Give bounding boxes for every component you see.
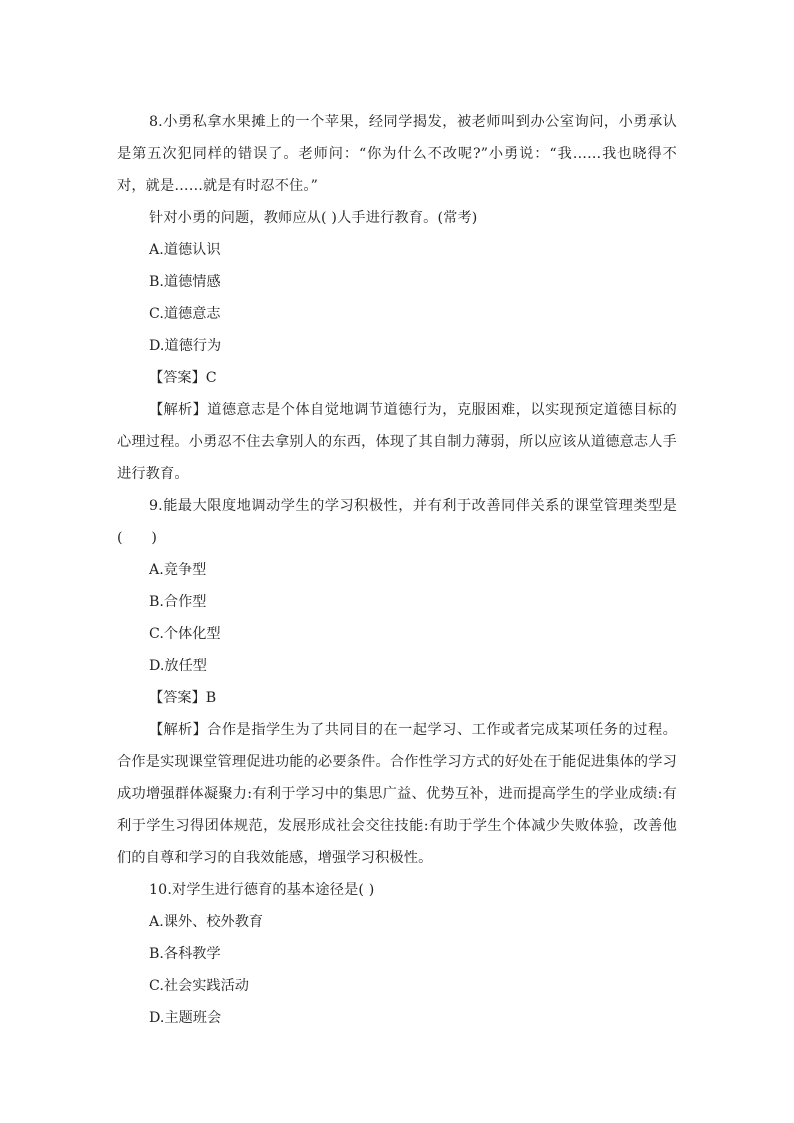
question-8-option-b: B.道德情感 <box>149 274 221 290</box>
question-8-option-a: A.道德认识 <box>149 242 221 258</box>
question-8-prompt: 针对小勇的问题，教师应从( )人手进行教育。(常考) <box>149 210 478 226</box>
question-8-option-c: C.道德意志 <box>149 306 221 322</box>
analysis-label: 【解析】 <box>149 722 208 738</box>
answer-value: C <box>205 370 217 386</box>
question-9-stem: 9.能最大限度地调动学生的学习积极性，并有利于改善同伴关系的课堂管理类型是( ) <box>117 498 677 546</box>
question-8-answer <box>117 362 677 394</box>
question-9-analysis <box>117 714 677 874</box>
answer-label: 【答案】 <box>149 370 206 386</box>
analysis-text: 合作是指学生为了共同目的在一起学习、工作或者完成某项任务的过程。合作是实现课堂管理促进功能的必要条件。合作性学习方式的好处在于能促进集体的学习成功增强群体凝聚力:有利于学习中的集思广益、优势互补，进而提高学生的学业成绩:有利于学生习得团体规范，发展形成社会交往技能:有助于学生个体减少失败体验，改善他们的自尊和学习的自我效能感，增强学习积极性。 <box>117 722 677 866</box>
question-9-option-c: C.个体化型 <box>149 626 221 642</box>
question-9-option-b: B.合作型 <box>149 594 207 610</box>
question-9-answer <box>117 682 677 714</box>
question-10-option-c: C.社会实践活动 <box>149 978 249 994</box>
analysis-text: 道德意志是个体自觉地调节道德行为，克服困难，以实现预定道德目标的心理过程。小勇忍不住去拿别人的东西，体现了其自制力薄弱，所以应该从道德意志人手进行教育。 <box>117 402 677 482</box>
question-10-stem: 10.对学生进行德育的基本途径是( ) <box>149 882 375 898</box>
document-content <box>117 106 677 1034</box>
analysis-label: 【解析】 <box>149 402 208 418</box>
question-8-stem: 8.小勇私拿水果摊上的一个苹果，经同学揭发，被老师叫到办公室询问，小勇承认是第五次犯同样的错误了。老师问：“你为什么不改呢?”小勇说：“我……我也晓得不对，就是……就是有时忍不住。” <box>117 114 677 194</box>
question-10-option-a: A.课外、校外教育 <box>149 914 264 930</box>
question-9-option-a: A.竞争型 <box>149 562 207 578</box>
question-8-analysis <box>117 394 677 490</box>
question-8-option-d: D.道德行为 <box>149 338 222 354</box>
question-10-option-d: D.主题班会 <box>149 1010 222 1026</box>
answer-label: 【答案】 <box>149 690 206 706</box>
question-9-option-d: D.放任型 <box>149 658 207 674</box>
question-10-option-b: B.各科教学 <box>149 946 221 962</box>
answer-value: B <box>205 690 217 706</box>
